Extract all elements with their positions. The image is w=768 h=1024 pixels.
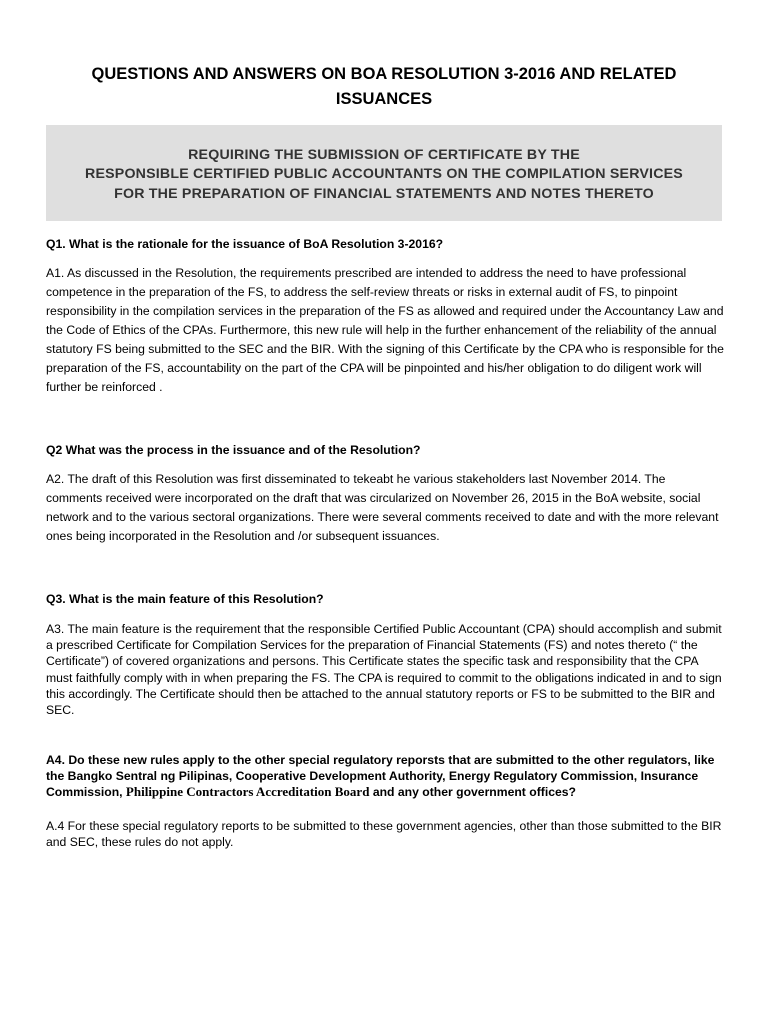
answer-1: A1. As discussed in the Resolution, the requirements prescribed are intended to address the need to have professional competence in the preparation of the FS, to address the self-review threats or risks in external audit of FS, to pinpoint responsibility in the compilation services in the preparation of the FS as allowed and required under the Accountancy Law and the Code of Ethics of the CPAs. Furthermore, this new rule will help in the further enhancement of the reliability of the annual statutory FS being submitted to the SEC and the BIR. With the signing of this Certificate by the CPA who is responsible for the preparation of the FS, accountability on the part of the CPA will be pinpointed and his/her obligation to do diligent work will further be reinforced . [46, 266, 724, 394]
question-4-text-end: and any other government offices? [369, 785, 576, 800]
banner-line-3: FOR THE PREPARATION OF FINANCIAL STATEMENTS AND NOTES THERETO [114, 186, 654, 202]
answer-3: A3. The main feature is the requirement that the responsible Certified Public Accountant (CPA) should accomplish and submit a prescribed Certificate for Compilation Services for the preparation of Financial Statements (FS) and notes thereto (“ the Certificate”) of covered organizations and persons. This Certificate states the specific task and responsibility that the CPA must faithfully comply with in when preparing the FS. The CPA is required to commit to the obligations indicated in and to sign this accordingly. The Certificate should then be attached to the annual statutory reports or FS to be submitted to the BIR and SEC. [46, 622, 722, 718]
question-4 [46, 752, 724, 801]
answer-2: A2. The draft of this Resolution was first disseminated to tekeabt he various stakeholders last November 2014. The comments received were incorporated on the draft that was circularized on November 26, 2015 in the BoA website, social network and to the various sectoral organizations. There were several comments received to date and with the more relevant ones being incorporated in the Resolution and /or subsequent issuances. [46, 472, 719, 543]
question-2: Q2 What was the process in the issuance and of the Resolution? [46, 443, 421, 457]
banner-line-1: REQUIRING THE SUBMISSION OF CERTIFICATE BY THE [188, 147, 580, 163]
question-4-text-start: A4. Do these new rules apply to the other special regulatory reporsts that are submitted to the other regulators, like the Bangko Sentral ng Pilipinas, Cooperative Development Authority, Energy Regulatory Commission, Insurance Commission, [46, 753, 715, 800]
answer-4: A.4 For these special regulatory reports to be submitted to these government agencies, other than those submitted to the BIR and SEC, these rules do not apply. [46, 819, 722, 850]
resolution-banner [46, 125, 722, 221]
banner-line-2: RESPONSIBLE CERTIFIED PUBLIC ACCOUNTANTS ON THE COMPILATION SERVICES [85, 166, 683, 182]
question-3: Q3. What is the main feature of this Resolution? [46, 592, 324, 606]
document-title: QUESTIONS AND ANSWERS ON BOA RESOLUTION 3-2016 AND RELATED ISSUANCES [91, 65, 677, 108]
question-4-board-name: Philippine Contractors Accreditation Board [125, 784, 370, 800]
question-1: Q1. What is the rationale for the issuance of BoA Resolution 3-2016? [46, 237, 444, 251]
